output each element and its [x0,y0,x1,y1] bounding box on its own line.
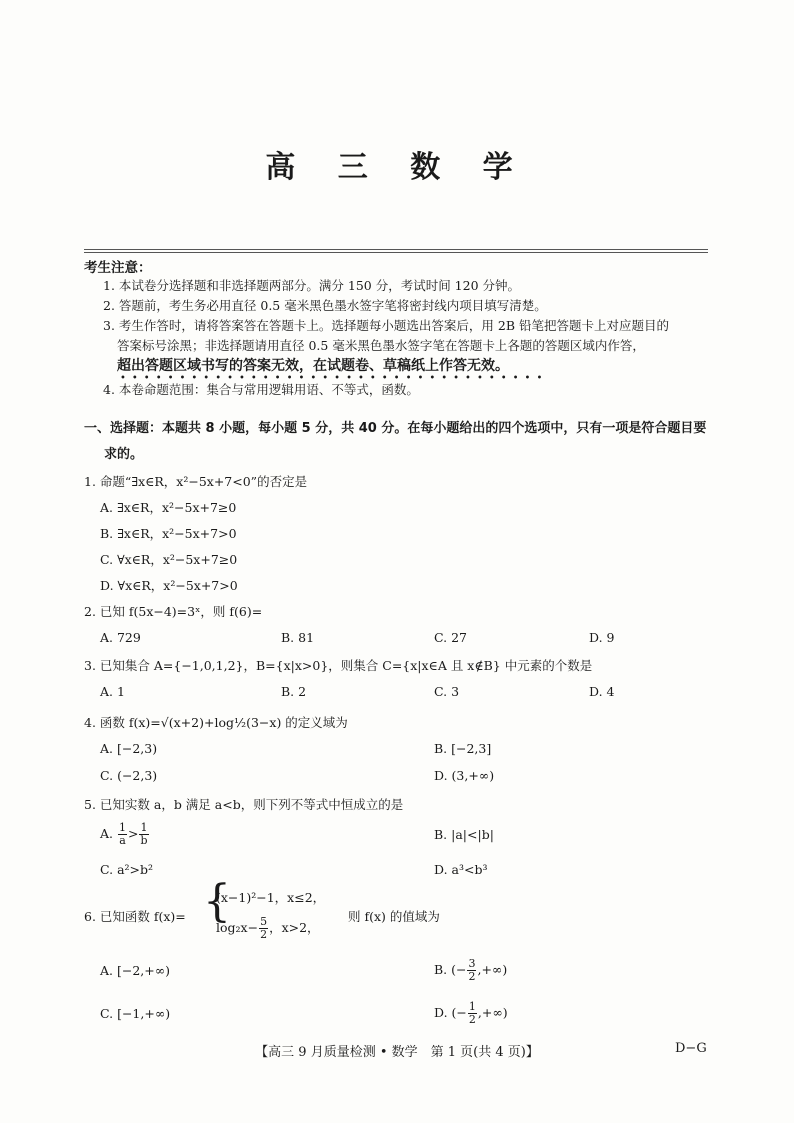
q6-d-suffix: ,+∞) [477,1005,508,1020]
q6-case-2-b: ，x>2， [269,920,320,935]
section-heading: 一、选择题：本题共 8 小题，每小题 5 分，共 40 分。在每小题给出的四个选项中，只有一项是符合题目要 [84,421,707,436]
question-2-stem: 2. 已知 f(5x−4)=3ˣ，则 f(6)= [84,604,263,619]
q3-option-c: C. 3 [434,684,460,699]
notice-heading: 考生注意： [84,260,152,276]
q2-option-a: A. 729 [100,630,141,645]
numerator: 3 [468,957,476,970]
q6-case-1: (x−1)²−1，x≤2， [216,890,326,905]
question-3-stem: 3. 已知集合 A={−1,0,1,2}，B={x|x>0}，则集合 C={x|x∈A 且 x∉B} 中元素的个数是 [84,658,593,673]
denominator: 2 [468,1013,476,1026]
page-title: 高 三 数 学 [265,150,529,185]
section-heading-cont: 求的。 [104,447,144,462]
q5-option-b: B. |a|<|b| [434,827,494,842]
notice-item: 4. 本卷命题范围：集合与常用逻辑用语、不等式，函数。 [103,382,419,397]
operator: > [128,826,139,841]
q5-a-prefix: A. [100,826,114,841]
notice-item: 2. 答题前，考生务必用直径 0.5 毫米黑色墨水签字笔将密封线内项目填写清楚。 [103,298,547,313]
q3-option-d: D. 4 [589,684,615,699]
q6-option-b [434,958,507,983]
question-6-stem: 6. 已知函数 f(x)= [84,909,186,924]
q4-option-c: C. (−2,3) [100,768,158,783]
q5-option-a [100,822,150,847]
fraction [118,822,127,847]
q1-option-c: C. ∀x∈R，x²−5x+7≥0 [100,552,238,567]
numerator: 1 [119,821,126,834]
paper-code: D−G [675,1041,707,1056]
q6-b-prefix: B. (− [434,962,467,977]
q6-option-d [434,1001,508,1026]
numerator: 5 [260,915,268,928]
denominator: 2 [468,970,476,983]
q6-b-suffix: ,+∞) [477,962,508,977]
q6-case-2-a: log₂x− [216,920,259,935]
q6-option-a: A. [−2,+∞) [100,963,171,978]
divider [84,249,708,250]
notice-emphasis: 超出答题区域书写的答案无效，在试题卷、草稿纸上作答无效。 [117,358,509,374]
q1-option-a: A. ∃x∈R，x²−5x+7≥0 [100,500,237,515]
fraction [259,916,268,941]
fraction [467,958,476,983]
page-footer: 【高三 9 月质量检测 • 数学 第 1 页(共 4 页)】 [255,1045,539,1060]
q4-option-d: D. (3,+∞) [434,768,495,783]
fraction [468,1001,477,1026]
divider [84,252,708,253]
q1-option-d: D. ∀x∈R，x²−5x+7>0 [100,578,238,593]
question-4-stem: 4. 函数 f(x)=√(x+2)+log½(3−x) 的定义域为 [84,715,348,730]
q1-option-b: B. ∃x∈R，x²−5x+7>0 [100,526,237,541]
q3-option-b: B. 2 [281,684,307,699]
denominator: 2 [260,928,268,941]
q2-option-b: B. 81 [281,630,315,645]
q4-option-b: B. [−2,3] [434,741,492,756]
emphasis-dots: •••••••••••••••••••••••••••••••••••• [120,373,549,384]
q2-option-d: D. 9 [589,630,615,645]
q3-option-a: A. 1 [100,684,125,699]
q6-option-c: C. [−1,+∞) [100,1006,171,1021]
denominator: b [140,834,148,847]
numerator: 1 [468,1000,476,1013]
q5-option-d: D. a³<b³ [434,862,488,877]
question-5-stem: 5. 已知实数 a，b 满足 a<b，则下列不等式中恒成立的是 [84,797,404,812]
numerator: 1 [140,821,148,834]
denominator: a [119,834,126,847]
q6-d-prefix: D. (− [434,1005,467,1020]
fraction [139,822,148,847]
piecewise-brace: { [203,876,231,927]
question-1-stem: 1. 命题“∃x∈R，x²−5x+7<0”的否定是 [84,474,308,489]
q4-option-a: A. [−2,3) [100,741,158,756]
notice-item: 1. 本试卷分选择题和非选择题两部分。满分 150 分，考试时间 120 分钟。 [103,278,521,293]
q5-option-c: C. a²>b² [100,862,154,877]
q6-tail: 则 f(x) 的值域为 [348,909,440,924]
q2-option-c: C. 27 [434,630,467,645]
notice-item: 答案标号涂黑；非选择题请用直径 0.5 毫米黑色墨水签字笔在答题卡上各题的答题区域内作答， [117,338,645,353]
q6-case-2 [216,916,320,941]
notice-item: 3. 考生作答时，请将答案答在答题卡上。选择题每小题选出答案后，用 2B 铅笔把答题卡上对应题目的 [103,318,669,333]
